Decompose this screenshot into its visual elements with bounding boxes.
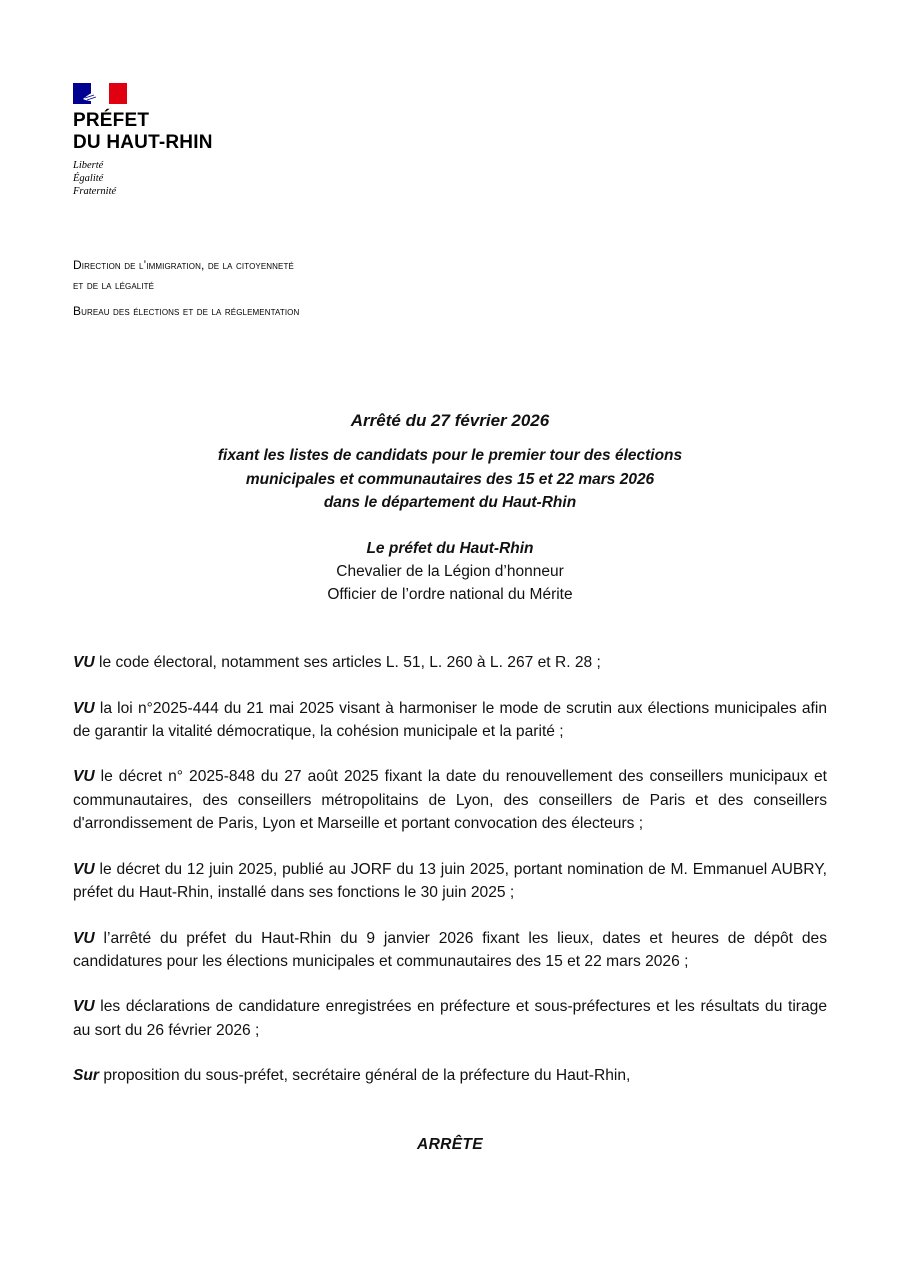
visa-keyword: VU (73, 699, 95, 717)
decision-heading: ARRÊTE (417, 1136, 483, 1153)
visa-paragraph (73, 765, 827, 835)
visa-paragraph (73, 697, 827, 744)
distinction-line: Chevalier de la Légion d’honneur (336, 563, 564, 580)
decree-subtitle (0, 444, 900, 515)
motto-liberte: Liberté (73, 160, 104, 171)
visa-paragraph (73, 651, 827, 674)
prefecture-name (73, 110, 273, 154)
prefecture-logo (73, 83, 273, 198)
marianne-flag-icon (73, 83, 127, 104)
proposal-keyword: Sur (73, 1067, 99, 1085)
direction-line-2: et de la légalité (73, 278, 155, 292)
direction-line-1: Direction de l’immigration, de la citoyenneté (73, 258, 294, 272)
visa-paragraph (73, 995, 827, 1042)
visa-text: le décret du 12 juin 2025, publié au JORF du 13 juin 2025, portant nomination de M. Emmanuel AUBRY, préfet du Haut-Rhin, installé dans ses fonctions le 30 juin 2025 ; (73, 860, 827, 901)
service-block (73, 255, 473, 321)
proposal-text: proposition du sous-préfet, secrétaire général de la préfecture du Haut-Rhin, (99, 1067, 631, 1085)
visa-text: le décret n° 2025-848 du 27 août 2025 fixant la date du renouvellement des conseillers municipaux et communautaires, des conseillers métropolitains de Lyon, des conseillers de Paris et des conseillers d'arrondissement de Paris, Lyon et Marseille et portant convocation des électeurs ; (73, 768, 827, 833)
decree-title: Arrêté du 27 février 2026 (350, 411, 550, 430)
visa-text: l’arrêté du préfet du Haut-Rhin du 9 janvier 2026 fixant les lieux, dates et heures de dépôt des candidatures pour les élections municipales et communautaires des 15 et 22 mars 2026 ; (73, 929, 827, 970)
motto-fraternite: Fraternité (73, 186, 117, 197)
bureau-line: Bureau des élections et de la réglementation (73, 304, 300, 318)
prefecture-name-line: PRÉFET (73, 110, 150, 131)
visas-section (73, 651, 827, 1110)
visa-paragraph (73, 927, 827, 974)
visa-paragraph (73, 858, 827, 905)
motto-egalite: Égalité (73, 173, 104, 184)
prefecture-name-line: DU HAUT-RHIN (73, 132, 213, 153)
visa-keyword: VU (73, 998, 95, 1016)
visa-keyword: VU (73, 654, 95, 671)
subtitle-line: fixant les listes de candidats pour le premier tour des élections (217, 447, 683, 464)
proposal-paragraph (73, 1064, 827, 1087)
distinction-line: Officier de l’ordre national du Mérite (327, 586, 573, 603)
republic-motto (73, 159, 273, 198)
visa-keyword: VU (73, 929, 95, 947)
prefet-name: Le préfet du Haut-Rhin (366, 540, 534, 557)
visa-text: la loi n°2025-444 du 21 mai 2025 visant à harmoniser le mode de scrutin aux élections municipales afin de garantir la vitalité démocratique, la cohésion municipale et la parité ; (73, 699, 827, 740)
subtitle-line: dans le département du Haut-Rhin (323, 494, 577, 511)
visa-text: les déclarations de candidature enregistrées en préfecture et sous-préfectures et les résultats du tirage au sort du 26 février 2026 ; (73, 998, 827, 1039)
subtitle-line: municipales et communautaires des 15 et 22 mars 2026 (245, 470, 655, 488)
prefet-block (0, 537, 900, 606)
visa-keyword: VU (73, 768, 95, 786)
visa-text: le code électoral, notamment ses articles L. 51, L. 260 à L. 267 et R. 28 ; (94, 654, 601, 671)
visa-keyword: VU (73, 860, 95, 878)
